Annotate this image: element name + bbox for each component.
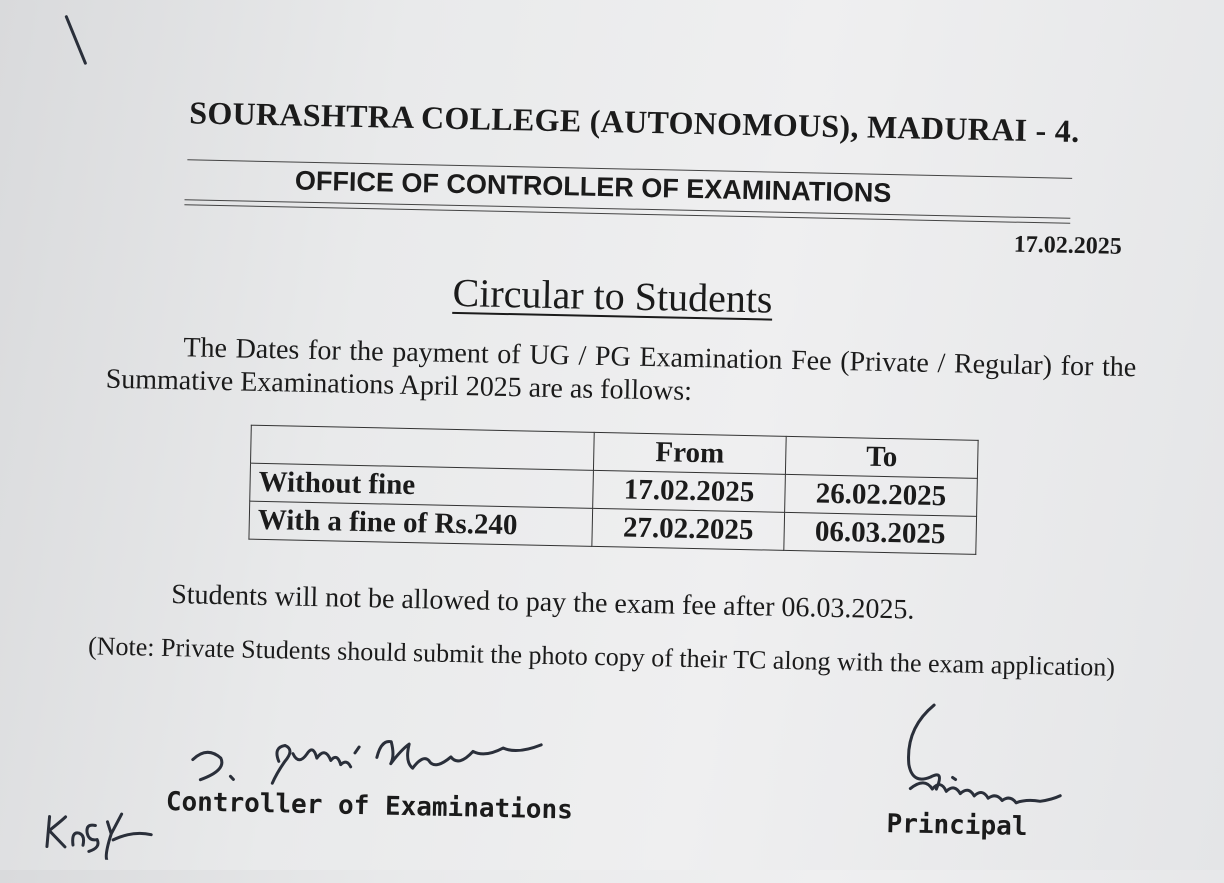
margin-initials <box>47 813 152 861</box>
circular-date: 17.02.2025 <box>1013 231 1123 260</box>
table-header-from: From <box>593 432 786 474</box>
private-students-note: (Note: Private Students should submit the photo copy of their TC along with the exam application) <box>87 631 1116 682</box>
deadline-notice: Students will not be allowed to pay the exam fee after 06.03.2025. <box>170 579 915 626</box>
office-title: OFFICE OF CONTROLLER OF EXAMINATIONS <box>294 165 892 209</box>
row-to-date: 26.02.2025 <box>785 474 978 516</box>
principal-signature <box>908 705 1062 804</box>
controller-signature <box>192 737 541 788</box>
circular-title: Circular to Students <box>452 269 774 322</box>
row-label: Without fine <box>250 463 594 508</box>
table-header-to: To <box>785 436 978 478</box>
college-name: SOURASHTRA COLLEGE (AUTONOMOUS), MADURAI - 4. <box>188 94 1080 149</box>
intro-paragraph: The Dates for the payment of UG / PG Examination Fee (Private / Regular) for the Summative Examinations April 2025 are as follows: <box>105 332 1137 407</box>
row-to-date: 06.03.2025 <box>784 512 977 554</box>
row-label: With a fine of Rs.240 <box>249 501 593 546</box>
pen-stroke-mark <box>65 17 86 63</box>
row-from-date: 17.02.2025 <box>593 470 786 512</box>
row-from-date: 27.02.2025 <box>592 508 785 550</box>
controller-title: Controller of Examinations <box>165 786 574 826</box>
principal-title: Principal <box>886 809 1028 843</box>
